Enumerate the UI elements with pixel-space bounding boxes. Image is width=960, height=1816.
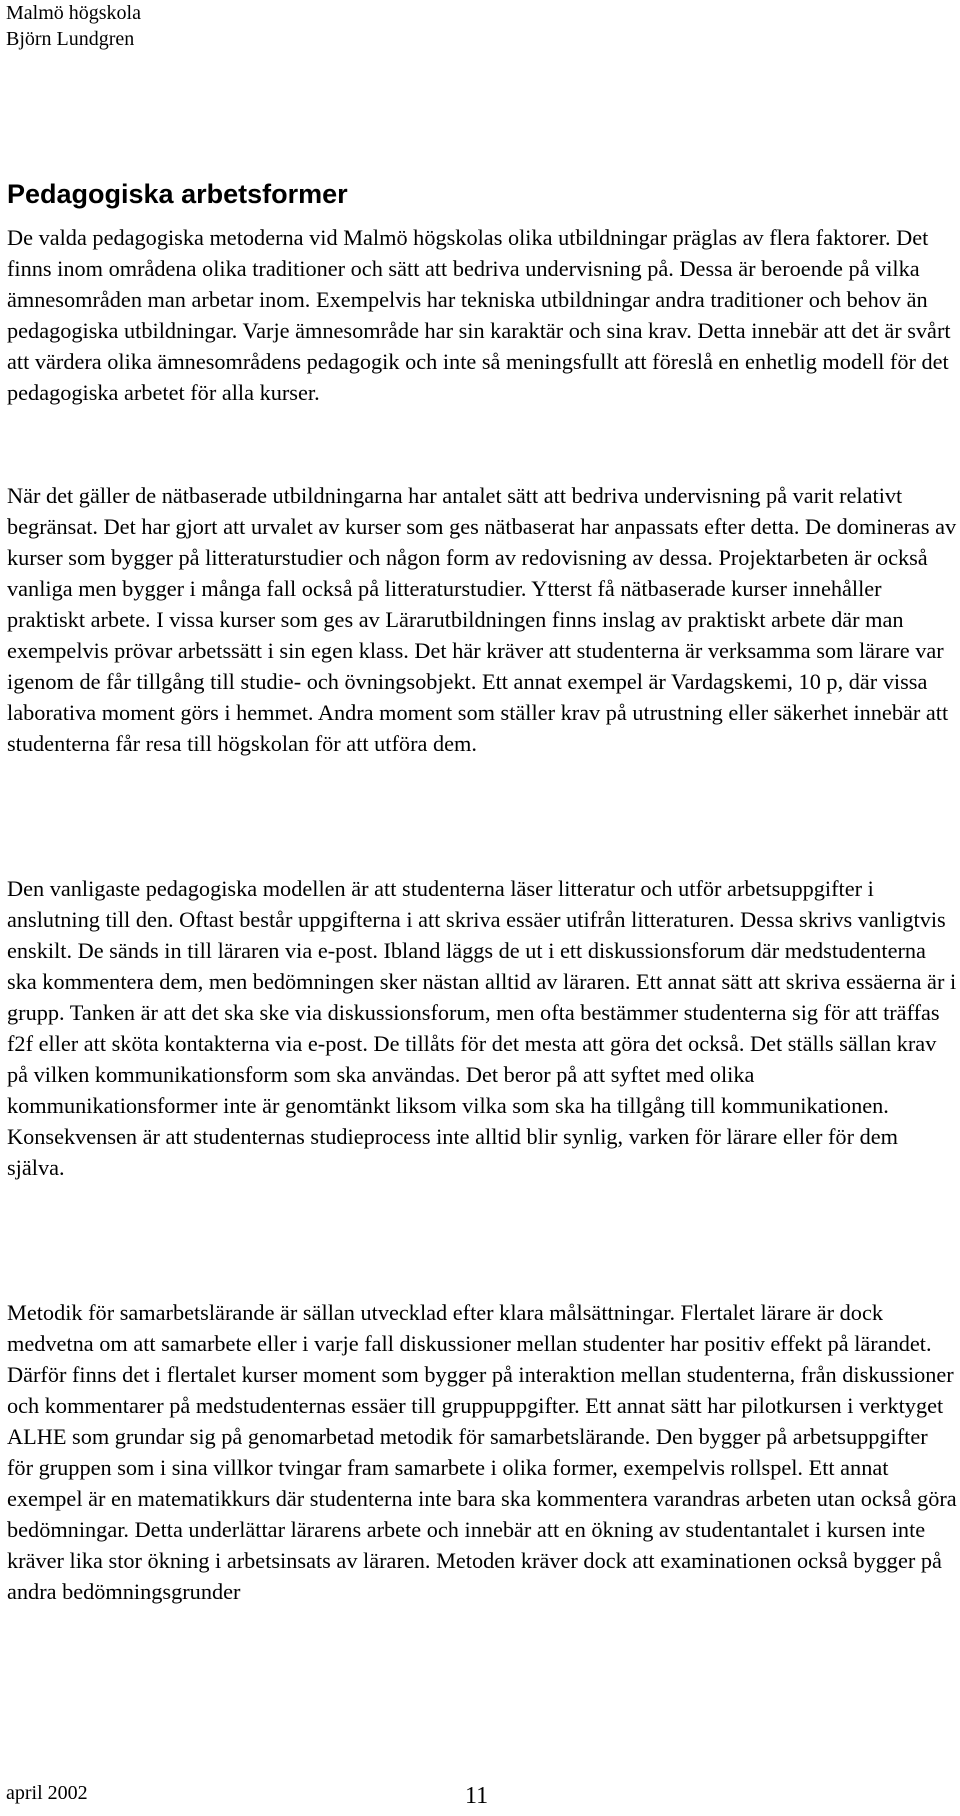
header-author: Björn Lundgren	[6, 28, 135, 50]
paragraph-1: De valda pedagogiska metoderna vid Malmö högskolas olika utbildningar präglas av flera faktorer. Det finns inom områdena olika traditioner och sätt att bedriva undervisning på. Dessa är beroende på vilka ämnesområden man arbetar inom. Exempelvis har tekniska utbildningar andra traditioner och behov än pedagogiska utbildningar. Varje ämnesområde har sin karaktär och sina krav. Detta innebär att det är svårt att värdera olika ämnesområdens pedagogik och inte så meningsfullt att föreslå en enhetlig modell för det pedagogiska arbetet för alla kurser.	[7, 225, 951, 405]
paragraph-3: Den vanligaste pedagogiska modellen är att studenterna läser litteratur och utför arbetsuppgifter i anslutning till den. Oftast består uppgifterna i att skriva essäer utifrån litteraturen. Dessa skrivs vanligtvis enskilt. De sänds in till läraren via e-post. Ibland läggs de ut i ett diskussionsforum där medstudenterna ska kommentera dem, men bedömningen sker nästan alltid av läraren. Ett annat sätt att skriva essäerna är i grupp. Tanken är att det ska ske via diskussionsforum, men ofta bestämmer studenterna sig för att träffas f2f eller att sköta kontakterna via e-post. De tillåts för det mesta att göra det också. Det ställs sällan krav på vilken kommunikationsform som ska användas. Det beror på att syftet med olika kommunikationsformer inte är genomtänkt liksom vilka som ska ha tillgång till kommunikationen. Konsekvensen är att studenternas studieprocess inte alltid blir synlig, varken för lärare eller för dem själva.	[7, 876, 957, 1180]
section-title: Pedagogiska arbetsformer	[7, 179, 348, 209]
paragraph-2: När det gäller de nätbaserade utbildningarna har antalet sätt att bedriva undervisning på varit relativt begränsat. Det har gjort att urvalet av kurser som ges nätbaserat har anpassats efter detta. De domineras av kurser som bygger på litteraturstudier och någon form av redovisning av dessa. Projektarbeten är också vanliga men bygger i många fall också på litteraturstudier. Ytterst få nätbaserade kurser innehåller praktiskt arbete. I vissa kurser som ges av Lärarutbildningen finns inslag av praktiskt arbete där man exempelvis prövar arbetssätt i sin egen klass. Det här kräver att studenterna är verksamma som lärare var igenom de får tillgång till studie- och övningsobjekt. Ett annat exempel är Vardagskemi, 10 p, där vissa laborativa moment görs i hemmet. Andra moment som ställer krav på utrustning eller säkerhet innebär att studenterna får resa till högskolan för att utföra dem.	[7, 483, 957, 756]
paragraph-4: Metodik för samarbetslärande är sällan utvecklad efter klara målsättningar. Flertalet lärare är dock medvetna om att samarbete eller i varje fall diskussioner mellan studenter har positiv effekt på lärandet. Därför finns det i flertalet kurser moment som bygger på interaktion mellan studenterna, från diskussioner och kommentarer på medstudenternas essäer till gruppuppgifter. Ett annat sätt har pilotkursen i verktyget ALHE som grundar sig på genomarbetad metodik för samarbetslärande. Den bygger på arbetsuppgifter för gruppen som i sina villkor tvingar fram samarbete i olika former, exempelvis rollspel. Ett annat exempel är en matematikkurs där studenterna inte bara ska kommentera varandras arbeten utan också göra bedömningar. Detta underlättar lärarens arbete och innebär att en ökning av studentantalet i kursen inte kräver lika stor ökning i arbetsinsats av läraren. Metoden kräver dock att examinationen också bygger på andra bedömningsgrunder	[7, 1300, 957, 1604]
footer-date: april 2002	[6, 1782, 88, 1804]
page-number: 11	[465, 1783, 489, 1809]
page-header	[6, 0, 141, 52]
header-institution: Malmö högskola	[6, 2, 141, 24]
